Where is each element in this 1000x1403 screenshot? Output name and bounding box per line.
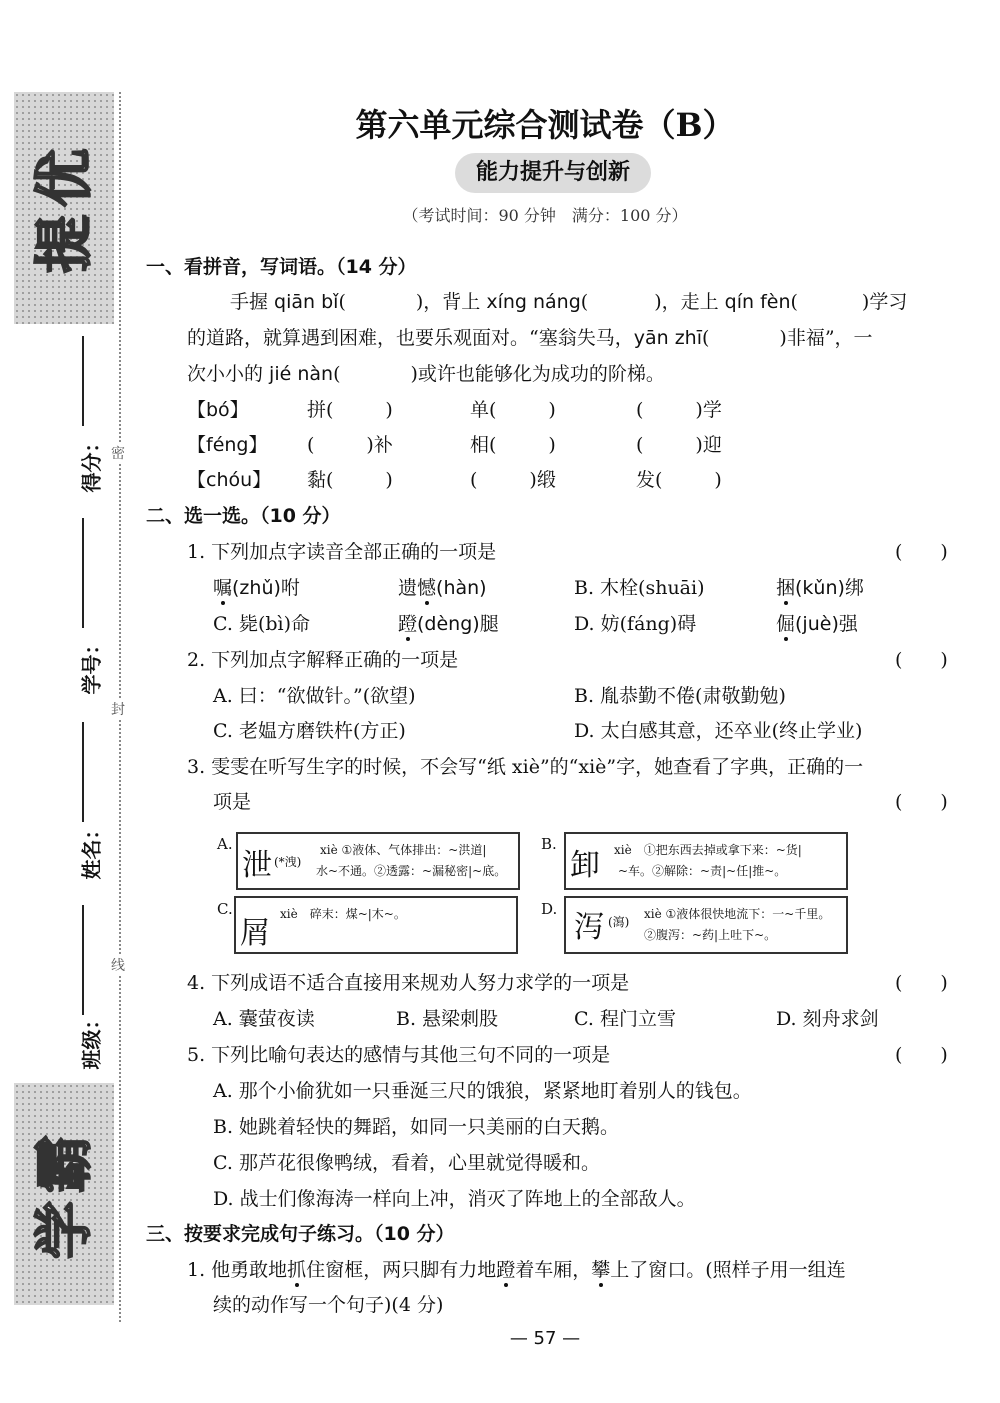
q2-option-c[interactable]: C. 老媪方磨铁杵(方正) [213,720,406,742]
q2-stem: 2. 下列加点字解释正确的一项是 [187,649,459,671]
row-chou-a[interactable]: 黏( ) [307,469,393,491]
q3-option-a-dict-card[interactable] [236,832,520,890]
section1-paragraph-line3: 次小小的 jié nàn( )或许也能够化为成功的阶梯。 [187,363,665,385]
q3-a-def1: xiè ①液体、气体排出：~洪道| [320,843,487,857]
q1-option-a2: 遗憾(hàn) [398,577,487,599]
q5-answer-paren[interactable]: ( ) [895,1044,948,1066]
section1-paragraph-line2: 的道路，就算遇到困难，也要乐观面对。“塞翁失马，yān zhī( )非福”，一 [187,327,873,349]
q4-stem: 4. 下列成语不适合直接用来规劝人努力求学的一项是 [187,972,630,994]
q1-option-d2: 倔(juè)强 [776,613,858,635]
row-key-feng: 【féng】 [187,434,268,456]
q3-option-b-label: B. [541,835,557,853]
badge-char: 提 [29,208,98,274]
q4-option-d[interactable]: D. 刻舟求剑 [776,1008,879,1030]
row-feng-b[interactable]: 相( ) [470,434,556,456]
s3-q1-line2: 续的动作写一个句子)(4 分) [213,1294,444,1316]
q4-option-a[interactable]: A. 囊萤夜读 [213,1008,315,1030]
q3-c-def1: xiè 碎末：煤~|木~。 [280,907,406,921]
class-label: 班级： [79,1009,104,1070]
q3-b-char: 卸 [570,848,600,883]
s3-q1-line1: 1. 他勇敢地抓住窗框，两只脚有力地蹬着车厢，攀上了窗口。(照样子用一组连 [187,1259,846,1281]
q3-c-char: 屑 [240,916,270,951]
q4-answer-paren[interactable]: ( ) [895,972,948,994]
q3-option-d-dict-card[interactable] [564,896,848,954]
q4-option-c[interactable]: C. 程门立雪 [574,1008,676,1030]
row-feng-c[interactable]: ( )迎 [636,434,722,456]
q3-stem-line2: 项是 [213,791,252,813]
row-key-bo: 【bó】 [187,399,249,421]
q3-a-def2: 水~不通。②透露：~漏秘密|~底。 [316,864,507,878]
q3-answer-paren[interactable]: ( ) [895,791,948,813]
q1-option-b2: 捆(kǔn)绑 [776,577,864,599]
page-number: — 57 — [509,1328,581,1349]
badge-char: 优 [29,142,98,208]
q3-stem-line1: 3. 雯雯在听写生字的时候，不会写“纸 xiè”的“xiè”字，她查看了字典，正确的一 [187,756,864,778]
q1-option-b1[interactable]: B. 木栓(shuāi) [574,577,705,599]
q3-option-d-label: D. [541,900,558,918]
page-title: 第六单元综合测试卷（B） [355,106,735,144]
q3-b-def2: ~车。②解除：~责|~任|推~。 [618,864,787,878]
subtitle-badge: 能力提升与创新 [455,153,651,193]
badge-char: 霸 [29,1128,98,1194]
row-bo-c[interactable]: ( )学 [636,399,722,421]
row-feng-a[interactable]: ( )补 [307,434,393,456]
section3-heading: 三、按要求完成句子练习。（10 分） [146,1223,455,1245]
q1-answer-paren[interactable]: ( ) [895,541,948,563]
badge-char: 学 [29,1194,98,1260]
score-label: 得分： [79,432,104,493]
row-chou-c[interactable]: 发( ) [636,469,722,491]
row-chou-b[interactable]: ( )缎 [470,469,556,491]
q1-option-c1[interactable]: C. 毙(bì)命 [213,613,311,635]
name-label: 姓名： [79,819,104,880]
q3-a-char: 泄 [242,848,272,883]
row-key-chou: 【chóu】 [187,469,272,491]
q2-option-b[interactable]: B. 胤恭勤不倦(肃敬勤勉) [574,685,786,707]
row-bo-a[interactable]: 拼( ) [307,399,393,421]
cut-mark-feng: 封 [111,699,125,719]
q2-option-d[interactable]: D. 太白感其意，还卒业(终止学业) [574,720,863,742]
q1-option-a1[interactable]: 嘱(zhǔ)咐 [213,577,300,599]
row-bo-b[interactable]: 单( ) [470,399,556,421]
q4-option-b[interactable]: B. 悬梁刺股 [396,1008,499,1030]
bottom-badge-text [29,1124,98,1264]
section2-heading: 二、选一选。（10 分） [146,505,341,527]
cut-mark-xian: 线 [111,955,125,975]
q1-stem: 1. 下列加点字读音全部正确的一项是 [187,541,497,563]
section1-paragraph-line1: 手握 qiān bǐ( )，背上 xíng náng( )，走上 qín fèn( )学习 [230,291,908,313]
q3-option-c-dict-card[interactable] [234,896,518,954]
section1-heading: 一、看拼音，写词语。（14 分） [146,256,417,278]
q2-answer-paren[interactable]: ( ) [895,649,948,671]
class-line[interactable] [82,905,84,1015]
q3-d-char: 泻 [574,910,604,945]
q3-option-a-label: A. [217,835,233,853]
q1-option-d1[interactable]: D. 妨(fáng)碍 [574,613,697,635]
student-number-label: 学号： [79,634,104,695]
number-line[interactable] [82,518,84,628]
q5-option-d[interactable]: D. 战士们像海涛一样向上冲，消灭了阵地上的全部敌人。 [213,1188,696,1210]
q3-option-c-label: C. [217,900,233,918]
exam-meta: （考试时间：90 分钟 满分：100 分） [402,206,688,225]
score-line [82,336,84,426]
cut-mark-mi: 密 [111,443,125,463]
q5-option-b[interactable]: B. 她跳着轻快的舞蹈，如同一只美丽的白天鹅。 [213,1116,620,1138]
q5-option-a[interactable]: A. 那个小偷犹如一只垂涎三尺的饿狼，紧紧地盯着别人的钱包。 [213,1080,752,1102]
q2-option-a[interactable]: A. 曰：“欲做针。”(欲望) [213,685,416,707]
q5-option-c[interactable]: C. 那芦花很像鸭绒，看着，心里就觉得暖和。 [213,1152,600,1174]
name-line[interactable] [82,722,84,822]
q3-d-def2: ②腹泻：~药|上吐下~。 [644,928,777,942]
q3-a-note: (*洩) [274,855,302,869]
q3-b-def1: xiè ①把东西去掉或拿下来：~货| [614,843,802,857]
q5-stem: 5. 下列比喻句表达的感情与其他三句不同的一项是 [187,1044,611,1066]
q3-option-b-dict-card[interactable] [564,832,848,890]
bottom-badge [14,1083,114,1305]
q3-d-note: (瀉) [608,915,630,929]
q3-d-def1: xiè ①液体很快地流下：一~千里。 [644,907,831,921]
q1-option-c2: 蹬(dèng)腿 [398,613,499,635]
